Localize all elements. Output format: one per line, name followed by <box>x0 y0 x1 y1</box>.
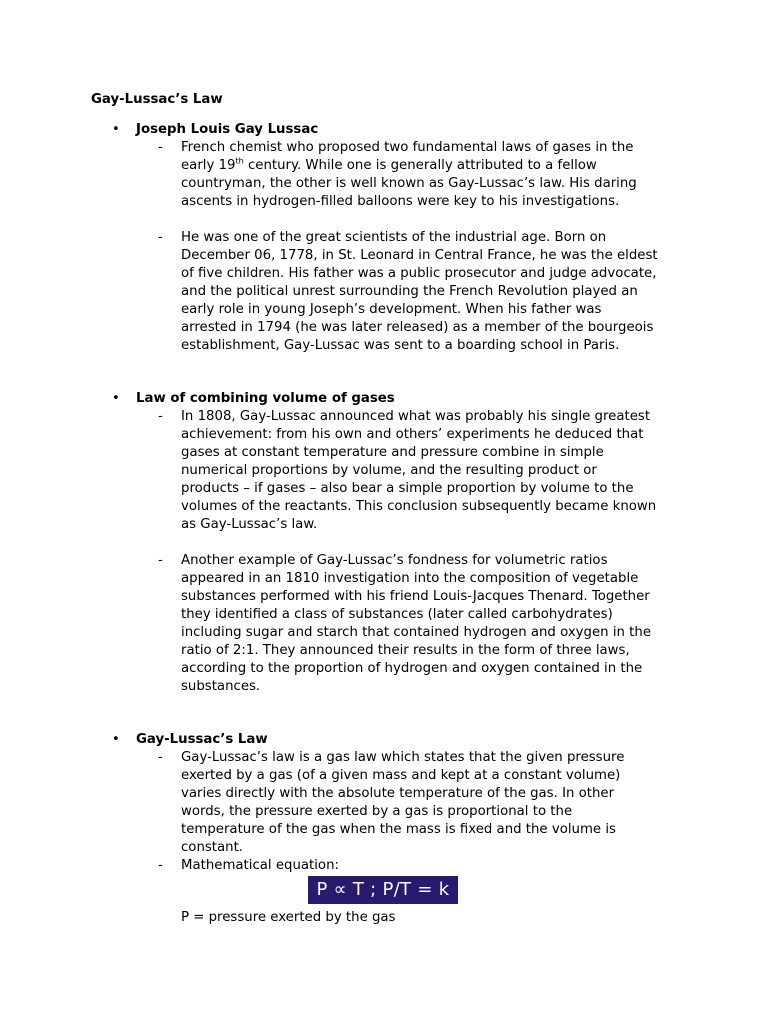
paragraph-line: volumes of the reactants. This conclusion subsequently became known <box>181 499 657 514</box>
dash-icon: - <box>158 553 163 568</box>
equation-image <box>308 876 458 904</box>
line-text: century. While one is generally attributed to a fellow <box>243 158 597 173</box>
paragraph-line: French chemist who proposed two fundamental laws of gases in the <box>181 140 634 155</box>
dash-icon: - <box>158 230 163 245</box>
paragraph-line: including sugar and starch that contained hydrogen and oxygen in the <box>181 625 652 640</box>
section-heading: Joseph Louis Gay Lussac <box>136 122 319 137</box>
paragraph <box>181 139 681 211</box>
paragraph-line: substances performed with his friend Louis-Jacques Thenard. Together <box>181 589 650 604</box>
paragraph-line <box>181 157 681 175</box>
paragraph-line: varies directly with the absolute temperature of the gas. In other <box>181 786 615 801</box>
paragraph <box>181 408 681 534</box>
paragraph <box>181 552 681 696</box>
bullet-icon: • <box>112 122 120 137</box>
line-text: early 19 <box>181 158 236 173</box>
paragraph-line: early role in young Joseph’s development. When his father was <box>181 302 602 317</box>
section-heading: Law of combining volume of gases <box>136 391 395 406</box>
paragraph-line: temperature of the gas when the mass is fixed and the volume is <box>181 822 616 837</box>
paragraph-line: of five children. His father was a public prosecutor and judge advocate, <box>181 266 657 281</box>
paragraph <box>181 749 681 857</box>
paragraph-line: appeared in an 1810 investigation into the composition of vegetable <box>181 571 639 586</box>
paragraph-line: as Gay-Lussac’s law. <box>181 517 318 532</box>
paragraph-line: and the political unrest surrounding the French Revolution played an <box>181 284 638 299</box>
dash-icon: - <box>158 409 163 424</box>
paragraph-line: substances. <box>181 679 261 694</box>
paragraph-line: products – if gases – also bear a simple proportion by volume to the <box>181 481 634 496</box>
section-heading: Gay-Lussac’s Law <box>136 732 268 747</box>
paragraph-line: Gay-Lussac’s law is a gas law which states that the given pressure <box>181 750 625 765</box>
paragraph-line: He was one of the great scientists of the industrial age. Born on <box>181 230 607 245</box>
dash-icon: - <box>158 750 163 765</box>
paragraph-line: according to the proportion of hydrogen and oxygen contained in the <box>181 661 643 676</box>
superscript: th <box>235 156 244 166</box>
dash-icon: - <box>158 858 163 873</box>
paragraph-line: ascents in hydrogen-filled balloons were key to his investigations. <box>181 194 620 209</box>
paragraph-line: they identified a class of substances (later called carbohydrates) <box>181 607 613 622</box>
variable-definition: P = pressure exerted by the gas <box>181 910 396 925</box>
paragraph-line: In 1808, Gay-Lussac announced what was probably his single greatest <box>181 409 651 424</box>
paragraph-line: gases at constant temperature and pressure combine in simple <box>181 445 604 460</box>
document-title: Gay-Lussac’s Law <box>91 92 223 107</box>
paragraph-line: numerical proportions by volume, and the resulting product or <box>181 463 597 478</box>
paragraph-line: achievement: from his own and others’ experiments he deduced that <box>181 427 644 442</box>
dash-icon: - <box>158 140 163 155</box>
bullet-icon: • <box>112 732 120 747</box>
paragraph-line: December 06, 1778, in St. Leonard in Central France, he was the eldest <box>181 248 658 263</box>
paragraph-line: countryman, the other is well known as Gay-Lussac’s law. His daring <box>181 176 637 191</box>
equation-text: P ∝ T ; P/T = k <box>316 879 450 900</box>
paragraph-line: establishment, Gay-Lussac was sent to a boarding school in Paris. <box>181 338 620 353</box>
paragraph-line: Mathematical equation: <box>181 858 339 873</box>
paragraph-line: words, the pressure exerted by a gas is proportional to the <box>181 804 573 819</box>
paragraph-line: constant. <box>181 840 244 855</box>
paragraph <box>181 229 681 355</box>
paragraph-line: Another example of Gay-Lussac’s fondness for volumetric ratios <box>181 553 608 568</box>
paragraph <box>181 857 681 875</box>
bullet-icon: • <box>112 391 120 406</box>
paragraph-line: ratio of 2:1. They announced their results in the form of three laws, <box>181 643 630 658</box>
paragraph-line: arrested in 1794 (he was later released) as a member of the bourgeois <box>181 320 654 335</box>
paragraph-line: exerted by a gas (of a given mass and kept at a constant volume) <box>181 768 621 783</box>
